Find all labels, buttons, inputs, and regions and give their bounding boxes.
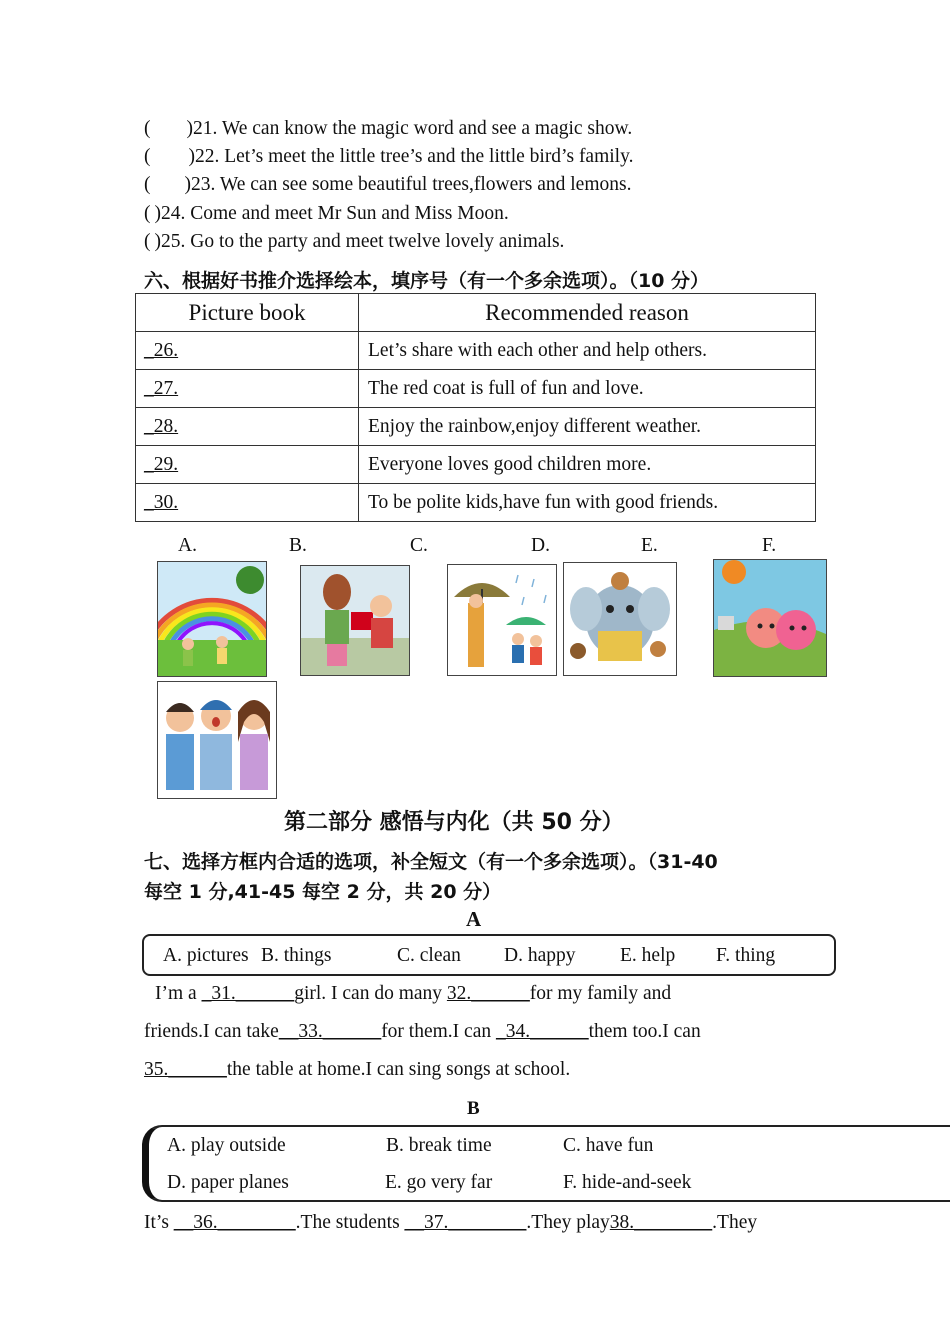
- answer-cell-27[interactable]: _27.: [136, 370, 359, 408]
- word-bank-a-option: A. pictures: [163, 945, 249, 966]
- section6-title: 六、根据好书推介选择绘本，填序号（有一个多余选项）。（10 分）: [144, 270, 710, 292]
- passage-b-line1: It’s __36.________.The students __37.________.They play38.________.They: [144, 1212, 758, 1233]
- blank-38[interactable]: 38.________: [609, 1212, 713, 1233]
- section7-title-line1: 七、选择方框内合适的选项，补全短文（有一个多余选项）。（31-40: [144, 851, 718, 873]
- blank-35[interactable]: 35.______: [144, 1059, 227, 1080]
- section7-title-line2: 每空 1 分,41-45 每空 2 分，共 20 分）: [144, 881, 502, 903]
- blank-32[interactable]: 32.______: [446, 983, 530, 1004]
- blank-37[interactable]: __37.________: [404, 1212, 527, 1233]
- word-bank-a-option: D. happy: [504, 945, 576, 966]
- table-row: [136, 484, 816, 522]
- answer-cell-26[interactable]: _26.: [136, 332, 359, 370]
- picture-polite-kids[interactable]: [157, 681, 277, 799]
- word-bank-b-option: B. break time: [386, 1135, 492, 1156]
- blank-33[interactable]: __33.______: [278, 1021, 382, 1042]
- picture-rainbow-kids[interactable]: [157, 561, 267, 677]
- option-label-f: F.: [762, 535, 777, 556]
- question-22: ( )22. Let’s meet the little tree’s and the little bird’s family.: [144, 146, 634, 167]
- passage-a-line3: 35.______the table at home.I can sing songs at school.: [144, 1059, 571, 1080]
- passage-a-line1: I’m a _31.______girl. I can do many 32.______for my family and: [155, 983, 672, 1004]
- word-bank-b-option: D. paper planes: [167, 1172, 289, 1193]
- word-bank-b-option: F. hide-and-seek: [563, 1172, 692, 1193]
- reason-cell: Enjoy the rainbow,enjoy different weather.: [359, 408, 816, 446]
- reason-cell: Let’s share with each other and help others.: [359, 332, 816, 370]
- option-label-d: D.: [531, 535, 550, 556]
- word-bank-b-option: A. play outside: [167, 1135, 286, 1156]
- passage-a-line2: friends.I can take__33.______for them.I can _34.______them too.I can: [144, 1021, 701, 1042]
- option-label-b: B.: [289, 535, 307, 556]
- answer-cell-29[interactable]: _29.: [136, 446, 359, 484]
- recommendation-table: [135, 293, 816, 522]
- option-label-e: E.: [641, 535, 658, 556]
- picture-rain-umbrella[interactable]: [447, 564, 557, 676]
- blank-36[interactable]: __36.________: [173, 1212, 296, 1233]
- picture-elephant-animals[interactable]: [563, 562, 677, 676]
- question-25: ( )25. Go to the party and meet twelve lovely animals.: [144, 231, 565, 252]
- column-header-reason: Recommended reason: [359, 294, 816, 332]
- table-row: [136, 332, 816, 370]
- passage-b-heading: B: [467, 1098, 480, 1119]
- question-23: ( )23. We can see some beautiful trees,flowers and lemons.: [144, 174, 632, 195]
- table-header-row: [136, 294, 816, 332]
- answer-cell-30[interactable]: _30.: [136, 484, 359, 522]
- reason-cell: To be polite kids,have fun with good friends.: [359, 484, 816, 522]
- answer-cell-28[interactable]: _28.: [136, 408, 359, 446]
- table-row: [136, 370, 816, 408]
- table-row: [136, 408, 816, 446]
- picture-red-coat[interactable]: [300, 565, 410, 676]
- part2-title: 第二部分 感悟与内化（共 50 分）: [284, 810, 624, 835]
- word-bank-a-option: B. things: [261, 945, 332, 966]
- word-bank-a-option: E. help: [620, 945, 676, 966]
- blank-31[interactable]: _31.______: [201, 983, 295, 1004]
- table-row: [136, 446, 816, 484]
- word-bank-b-option: E. go very far: [385, 1172, 493, 1193]
- picture-sun-moon[interactable]: [713, 559, 827, 677]
- question-21: ( )21. We can know the magic word and see a magic show.: [144, 118, 633, 139]
- reason-cell: Everyone loves good children more.: [359, 446, 816, 484]
- option-label-a: A.: [178, 535, 197, 556]
- question-24: ( )24. Come and meet Mr Sun and Miss Moon.: [144, 203, 509, 224]
- word-bank-b-option: C. have fun: [563, 1135, 654, 1156]
- option-label-c: C.: [410, 535, 428, 556]
- blank-34[interactable]: _34.______: [495, 1021, 589, 1042]
- reason-cell: The red coat is full of fun and love.: [359, 370, 816, 408]
- passage-a-heading: A: [466, 907, 482, 931]
- column-header-picture-book: Picture book: [136, 294, 359, 332]
- word-bank-a-option: F. thing: [716, 945, 776, 966]
- word-bank-a-option: C. clean: [397, 945, 461, 966]
